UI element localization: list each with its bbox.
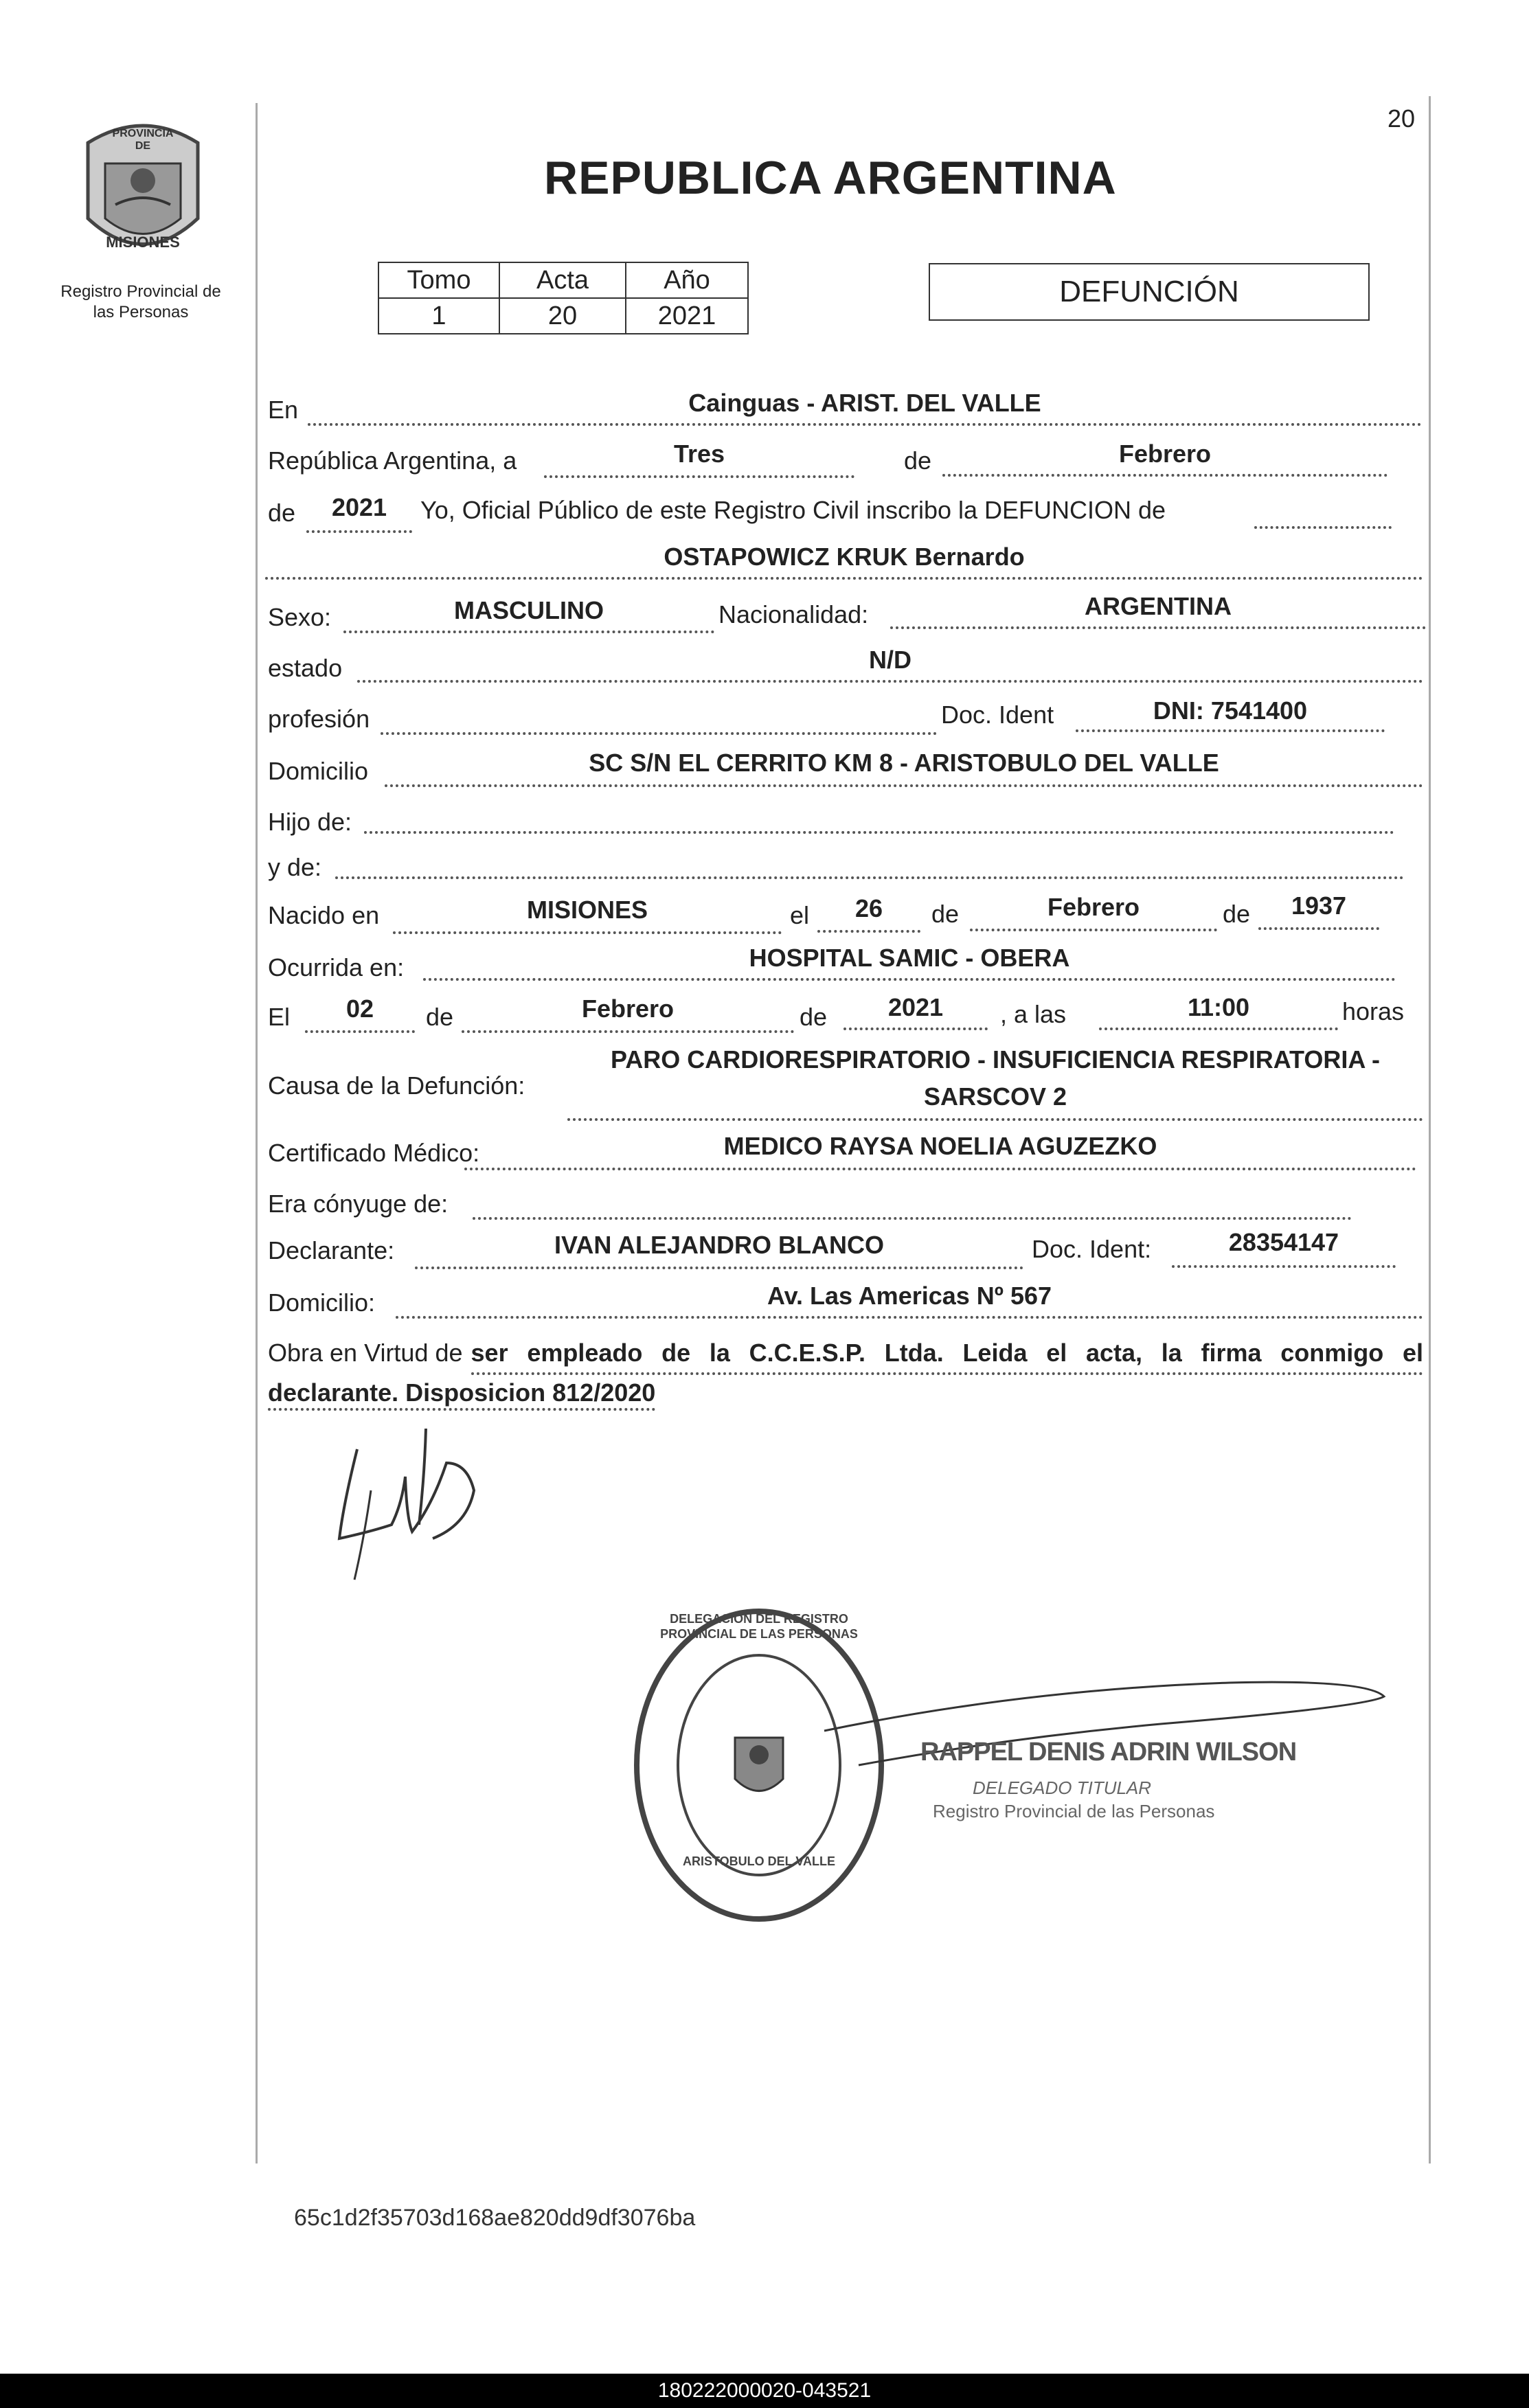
label-de-o2: de (800, 1003, 828, 1031)
dotline (393, 931, 782, 934)
stamp-inner-text: ARISTOBULO DEL VALLE (682, 1854, 835, 1868)
dotline (385, 784, 1423, 787)
dotline (462, 1030, 794, 1033)
value-doc: DNI: 7541400 (1153, 696, 1308, 725)
dotline (464, 1168, 1416, 1170)
official-name: RAPPEL DENIS ADRIN WILSON (920, 1738, 1297, 1767)
dotline (415, 1267, 1023, 1269)
right-margin-line (1429, 96, 1431, 2163)
dotline (567, 1118, 1423, 1121)
value-declarant: IVAN ALEJANDRO BLANCO (554, 1231, 884, 1259)
footer-bar (0, 2374, 1529, 2408)
dotline (1258, 927, 1379, 930)
dotline (357, 680, 1423, 683)
label-de-n2: de (1223, 900, 1251, 928)
registry-name (41, 282, 240, 323)
footer-id: 180222000020-043521 (657, 2379, 872, 2402)
value-birth-place: MISIONES (526, 896, 648, 924)
value-medical-certificate: MEDICO RAYSA NOELIA AGUZEZKO (723, 1132, 1157, 1160)
dotline (942, 474, 1388, 477)
label-causa: Causa de la Defunción: (268, 1071, 525, 1100)
registry-line-1: Registro Provincial de (60, 282, 221, 301)
dotline (423, 978, 1396, 981)
label-republica: República Argentina, a (268, 446, 517, 475)
value-address: SC S/N EL CERRITO KM 8 - ARISTOBULO DEL VALLE (589, 749, 1219, 777)
label-doc-ident2: Doc. Ident: (1032, 1235, 1152, 1263)
label-estado: estado (268, 654, 343, 682)
value-acta: 20 (499, 298, 626, 334)
value-obra-line2: declarante. Disposicion 812/2020 (268, 1378, 655, 1411)
value-day-words: Tres (673, 440, 725, 468)
dotline (970, 929, 1217, 931)
header-tomo: Tomo (378, 262, 499, 298)
label-profesion: profesión (268, 705, 370, 733)
official-title: DELEGADO TITULAR (973, 1777, 1152, 1798)
label-obra: Obra en Virtud de (268, 1339, 463, 1367)
obra-line-1 (268, 1335, 1423, 1375)
value-declarant-doc: 28354147 (1228, 1228, 1339, 1256)
left-margin-line (256, 103, 258, 2163)
dotline (396, 1316, 1423, 1319)
dotline (544, 475, 854, 478)
dotline (308, 423, 1422, 426)
label-yo: Yo, Oficial Público de este Registro Civil inscribo la DEFUNCION de (420, 496, 1166, 524)
label-de-o1: de (426, 1003, 454, 1031)
value-birth-year: 1937 (1291, 891, 1347, 920)
dotline (335, 876, 1404, 879)
dotline (306, 530, 412, 533)
province-coat-of-arms (74, 115, 212, 273)
label-ocurrida-en: Ocurrida en: (268, 953, 405, 981)
declarant-signature (330, 1422, 501, 1587)
document-hash: 65c1d2f35703d168ae820dd9df3076ba (294, 2205, 696, 2231)
label-horas: horas (1342, 997, 1405, 1025)
value-death-place: HOSPITAL SAMIC - OBERA (749, 944, 1070, 972)
dotline (1099, 1027, 1338, 1030)
label-conyuge: Era cónyuge de: (268, 1190, 449, 1218)
header-acta: Acta (499, 262, 626, 298)
value-cause-line2: SARSCOV 2 (923, 1082, 1067, 1111)
stamp-ring-text: DELEGACION DEL REGISTRO PROVINCIAL DE LAS PERSONAS (660, 1612, 858, 1641)
page-number: 20 (1388, 104, 1416, 133)
value-month: Febrero (1118, 440, 1212, 468)
label-el2: El (268, 1003, 291, 1031)
value-civil-status: N/D (869, 646, 911, 674)
dotline (305, 1030, 415, 1033)
label-domicilio2: Domicilio: (268, 1288, 376, 1317)
label-de-n1: de (931, 900, 960, 928)
value-year: 2021 (331, 493, 387, 521)
value-death-month: Febrero (581, 995, 675, 1023)
value-birth-month: Febrero (1047, 893, 1140, 921)
value-birth-day: 26 (854, 894, 883, 922)
label-en: En (268, 396, 299, 424)
label-nacionalidad: Nacionalidad: (718, 600, 869, 628)
dotline (473, 1217, 1352, 1220)
dotline (1254, 526, 1392, 529)
label-doc-ident: Doc. Ident (941, 701, 1054, 729)
record-table (378, 262, 749, 334)
label-nacido-en: Nacido en (268, 901, 380, 929)
value-sex: MASCULINO (454, 596, 604, 624)
dotline (843, 1027, 988, 1030)
dotline (1172, 1265, 1396, 1268)
dotline (890, 626, 1426, 629)
value-cause-line1: PARO CARDIORESPIRATORIO - INSUFICIENCIA RESPIRATORIA - (610, 1045, 1381, 1074)
value-deceased-name: OSTAPOWICZ KRUK Bernardo (664, 543, 1025, 571)
label-de: de (904, 446, 932, 475)
label-declarante: Declarante: (268, 1236, 395, 1264)
value-death-time: 11:00 (1187, 993, 1250, 1021)
label-hijo-de: Hijo de: (268, 808, 352, 836)
value-declarant-address: Av. Las Americas Nº 567 (767, 1282, 1052, 1310)
record-type-box: DEFUNCIÓN (929, 263, 1370, 321)
dotline (265, 577, 1423, 580)
label-a-las: , a las (1000, 1000, 1067, 1028)
value-obra-line1: ser empleado de la C.C.E.S.P. Ltda. Leida el acta, la firma conmigo el (471, 1335, 1423, 1375)
label-sexo: Sexo: (268, 603, 332, 631)
obra-paragraph (268, 1335, 1423, 1411)
logo-text-top: PROVINCIA DE (112, 128, 174, 152)
label-domicilio: Domicilio (268, 757, 369, 785)
dotline (817, 930, 920, 933)
obra-line-2 (268, 1375, 1423, 1411)
value-place: Cainguas - ARIST. DEL VALLE (688, 389, 1041, 417)
value-death-day: 02 (346, 995, 374, 1023)
value-death-year: 2021 (887, 993, 944, 1021)
value-anio: 2021 (626, 298, 748, 334)
label-el: el (790, 901, 810, 929)
header-anio: Año (626, 262, 748, 298)
dotline (1076, 729, 1385, 732)
value-tomo: 1 (378, 298, 499, 334)
dotline (381, 732, 937, 735)
logo-text-bottom: MISIONES (106, 234, 180, 251)
dotline (364, 831, 1394, 834)
label-y-de: y de: (268, 853, 322, 881)
official-org: Registro Provincial de las Personas (933, 1801, 1215, 1821)
document-title: REPUBLICA ARGENTINA (544, 152, 1117, 204)
value-nationality: ARGENTINA (1085, 592, 1232, 620)
label-de2: de (268, 499, 296, 527)
dotline (343, 631, 714, 633)
label-certificado: Certificado Médico: (268, 1139, 480, 1167)
registry-line-2: las Personas (93, 303, 189, 321)
